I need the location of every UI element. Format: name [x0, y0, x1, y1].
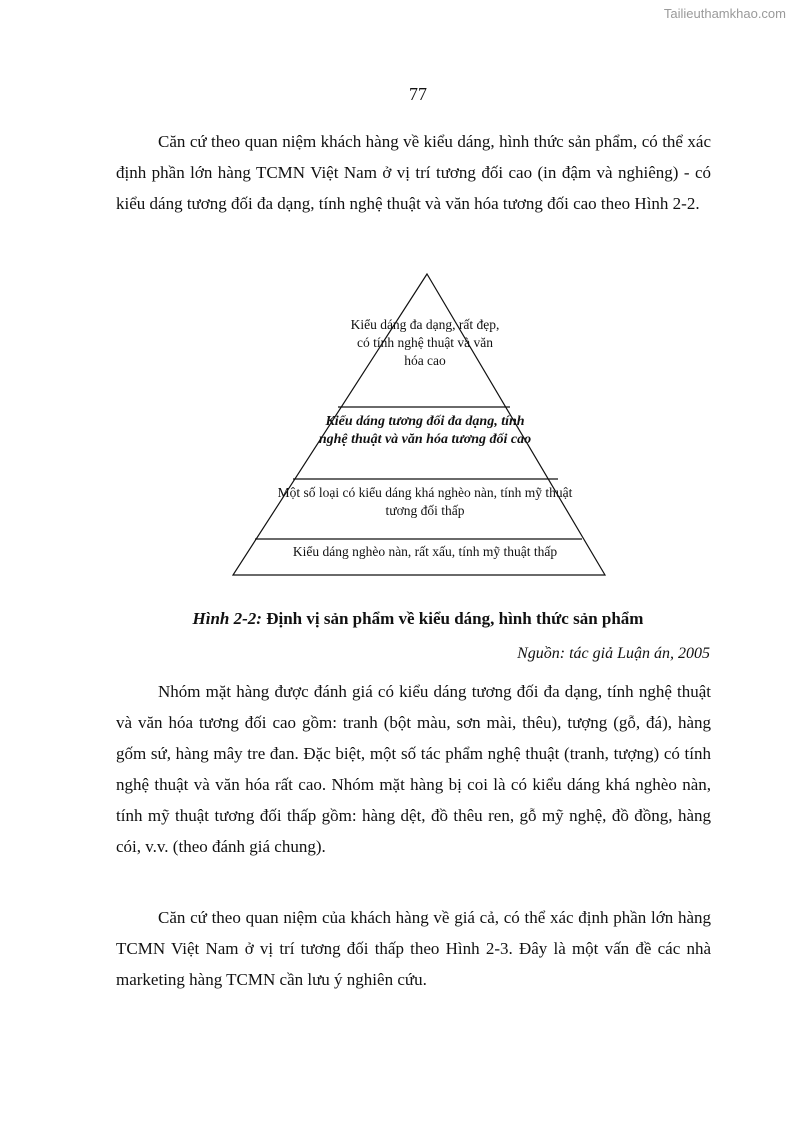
paragraph-intro: Căn cứ theo quan niệm khách hàng về kiểu dáng, hình thức sản phẩm, có thể xác định phần lớn hàng TCMN Việt Nam ở vị trí tương đối cao (in đậm và nghiêng) - có kiểu dáng tương đối đa dạng, tính nghệ thuật và văn hóa tương đối cao theo Hình 2-2.: [116, 132, 711, 213]
pyramid-tier-top: Kiểu dáng đa dạng, rất đẹp, có tính nghệ thuật và văn hóa cao: [350, 317, 500, 368]
paragraph-price: Căn cứ theo quan niệm của khách hàng về giá cả, có thể xác định phần lớn hàng TCMN Việt Nam ở vị trí tương đối thấp theo Hình 2-3. Đây là một vấn đề các nhà marketing hàng TCMN cần lưu ý nghiên cứu.: [116, 908, 711, 989]
figure-source: Nguồn: tác giả Luận án, 2005: [517, 645, 710, 662]
figure-caption: [0, 609, 794, 629]
figure-caption-label: Hình 2-2:: [192, 609, 262, 628]
pyramid-tier-lower-middle: Một số loại có kiểu dáng khá nghèo nàn, tính mỹ thuật tương đối thấp: [277, 485, 573, 518]
page-number: 77: [409, 84, 427, 104]
figure-caption-text: Định vị sản phẩm về kiểu dáng, hình thức sản phẩm: [261, 609, 644, 628]
paragraph-product-groups: Nhóm mặt hàng được đánh giá có kiểu dáng tương đối đa dạng, tính nghệ thuật và văn hóa tương đối cao gồm: tranh (bột màu, sơn mài, thêu), tượng (gỗ, đá), hàng gốm sứ, hàng mây tre đan. Đặc biệt, một số tác phẩm nghệ thuật (tranh, tượng) có tính nghệ thuật và văn hóa rất cao. Nhóm mặt hàng bị coi là có kiểu dáng khá nghèo nàn, tính mỹ thuật tương đối thấp gồm: hàng dệt, đồ thêu ren, gỗ mỹ nghệ, đồ đồng, hàng cói, v.v. (theo đánh giá chung).: [116, 682, 711, 856]
pyramid-tier-bottom: Kiểu dáng nghèo nàn, rất xấu, tính mỹ thuật thấp: [292, 544, 558, 559]
pyramid-tier-upper-middle: Kiểu dáng tương đối đa dạng, tính nghệ thuật và văn hóa tương đối cao: [318, 414, 532, 447]
watermark: Tailieuthamkhao.com: [663, 6, 786, 21]
pyramid-figure: [220, 268, 620, 583]
